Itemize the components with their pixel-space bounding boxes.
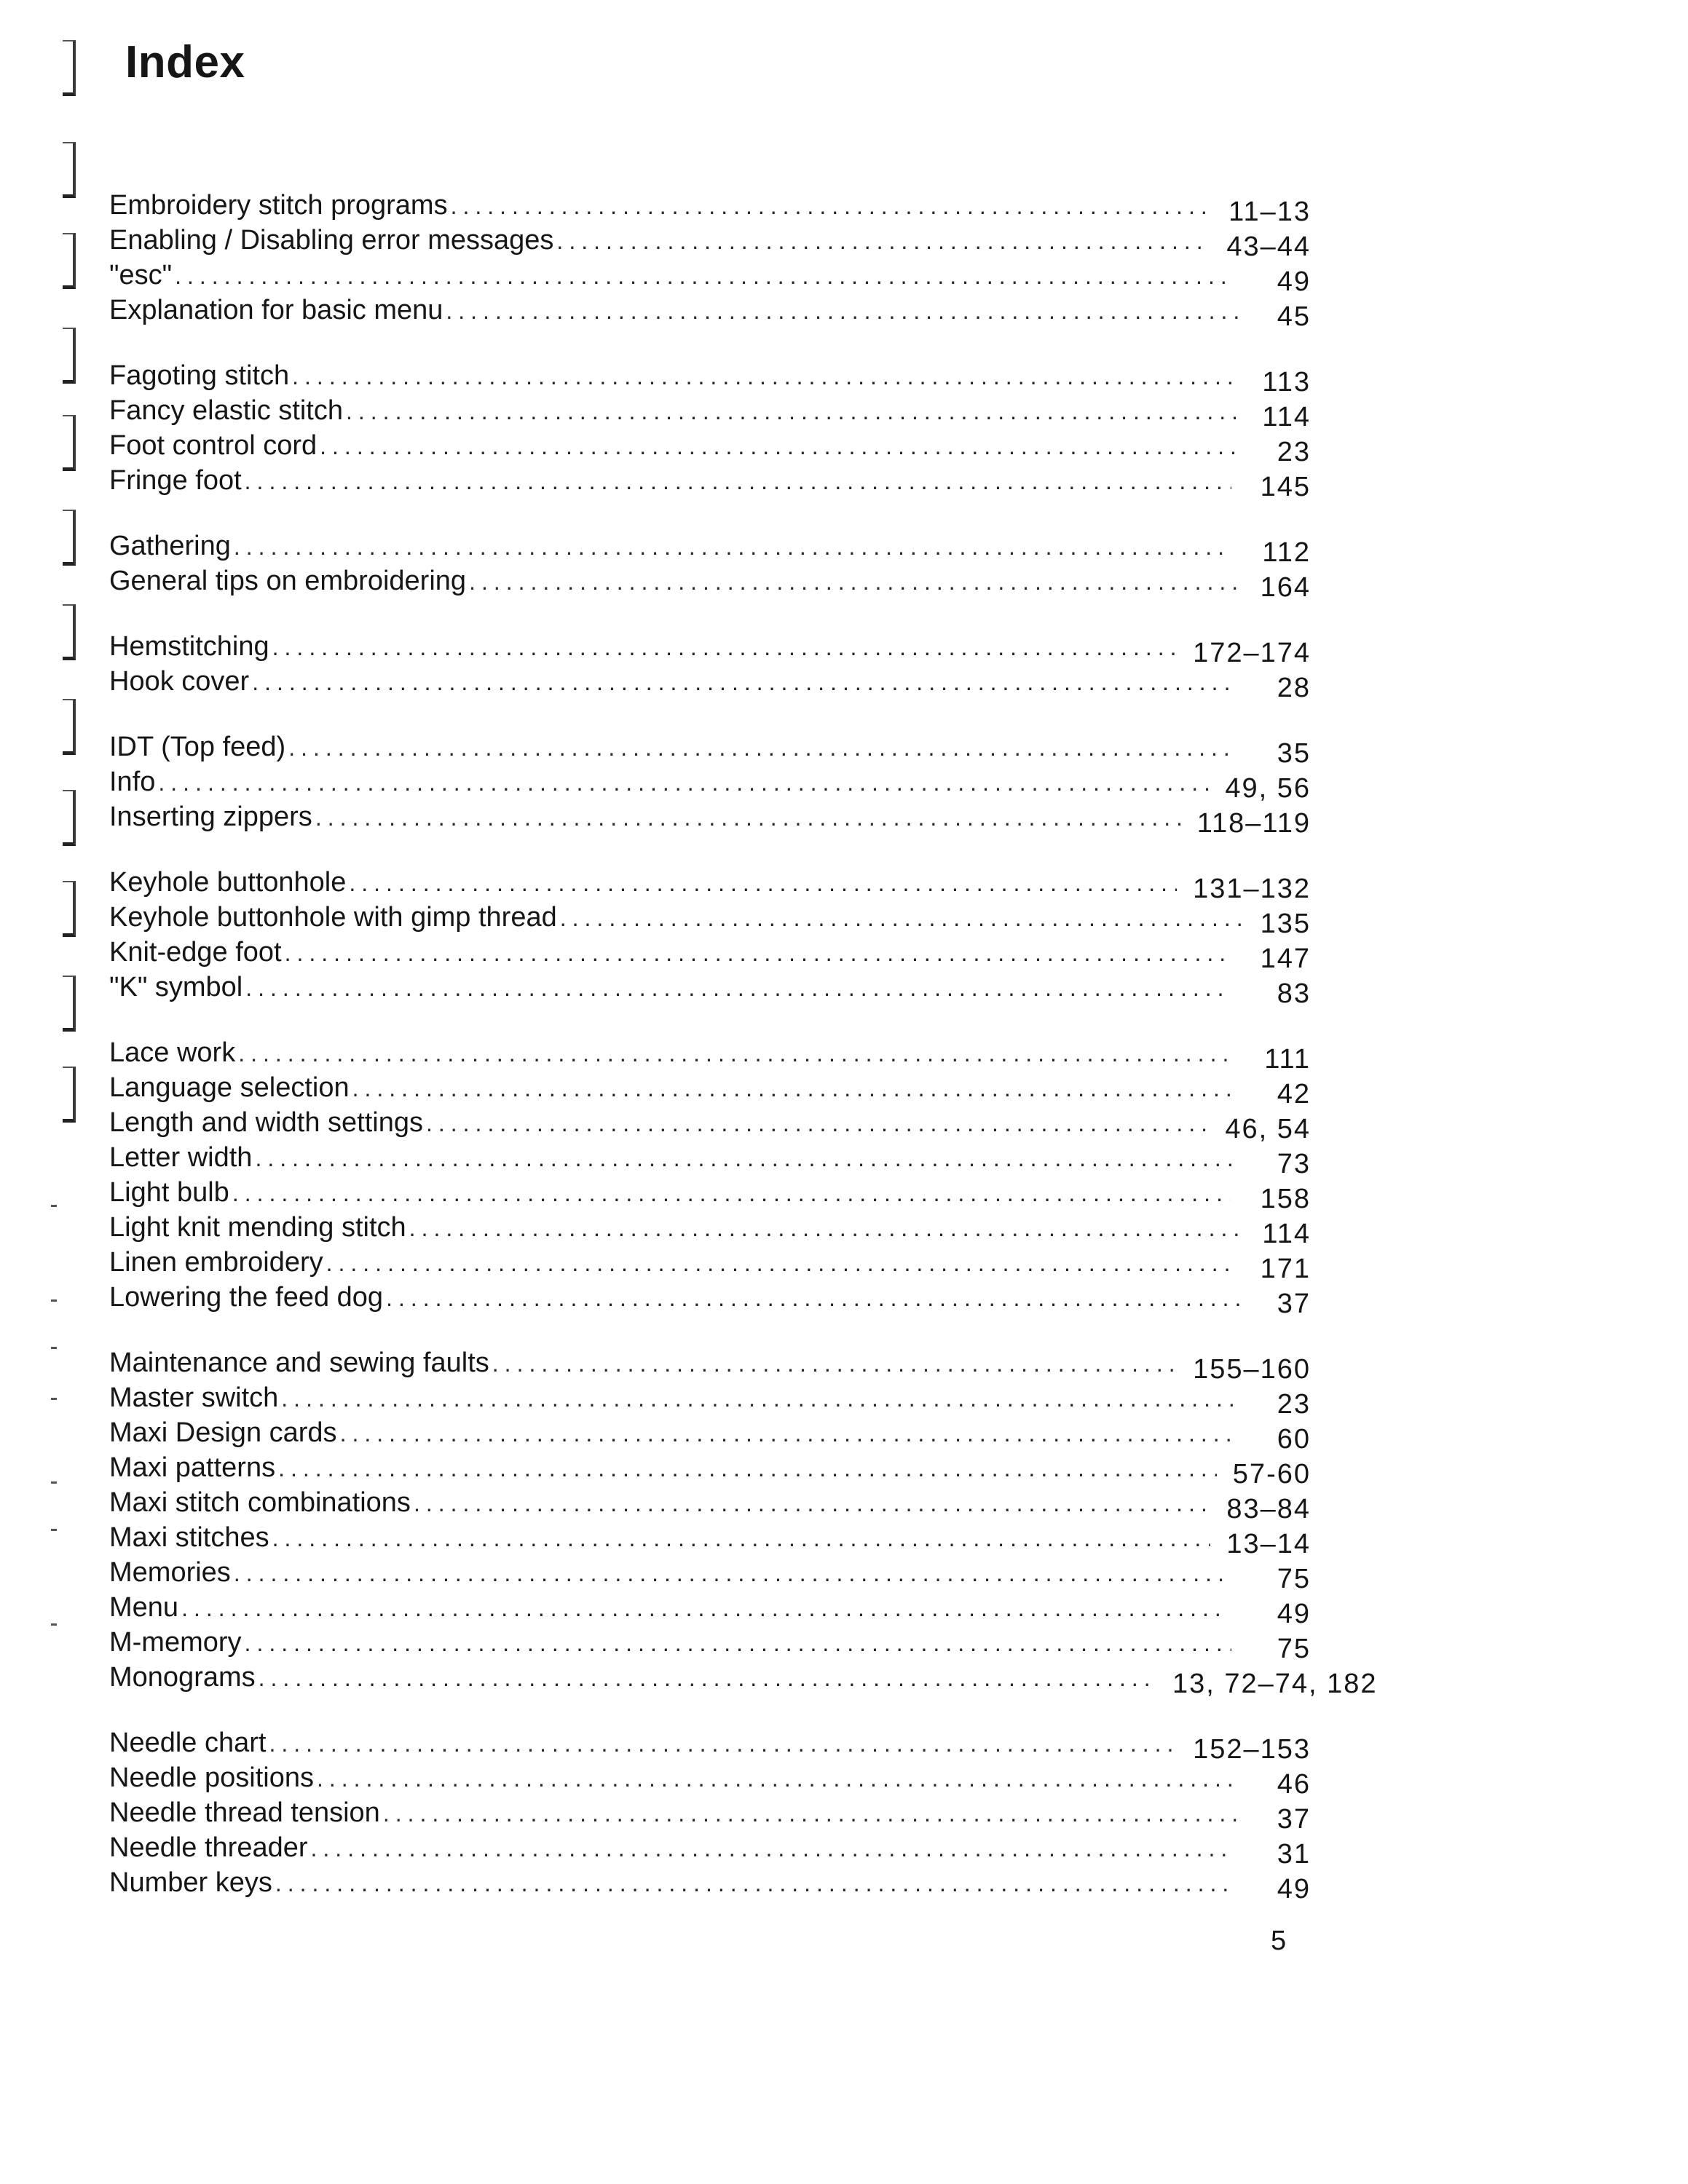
binding-mark bbox=[51, 1398, 57, 1400]
dot-leader bbox=[315, 800, 1181, 835]
index-term: Fagoting stitch bbox=[109, 360, 290, 391]
index-pages: 118–119 bbox=[1196, 808, 1311, 839]
index-pages: 73 bbox=[1277, 1149, 1311, 1179]
binding-mark bbox=[51, 1205, 57, 1207]
index-pages: 45 bbox=[1277, 301, 1311, 332]
index-entry bbox=[109, 970, 1311, 1009]
dot-leader bbox=[181, 1591, 1228, 1626]
dot-leader bbox=[556, 223, 1210, 258]
index-pages: 113 bbox=[1262, 367, 1311, 397]
index-group bbox=[109, 188, 1311, 332]
binding-mark bbox=[63, 510, 76, 566]
index-entry bbox=[109, 629, 1311, 668]
index-group bbox=[109, 1345, 1378, 1699]
index-group bbox=[109, 865, 1311, 1009]
index-term: Language selection bbox=[109, 1072, 350, 1103]
binding-mark bbox=[63, 881, 76, 937]
index-term: Length and width settings bbox=[109, 1107, 423, 1138]
index-term: Info bbox=[109, 767, 156, 797]
index-pages: 35 bbox=[1277, 738, 1311, 769]
index-pages: 13, 72–74, 182 bbox=[1172, 1669, 1378, 1699]
index-term: Embroidery stitch programs bbox=[109, 190, 448, 221]
dot-leader bbox=[349, 866, 1177, 901]
index-pages: 158 bbox=[1260, 1184, 1311, 1214]
index-entry bbox=[109, 1415, 1311, 1455]
index-pages: 46 bbox=[1277, 1769, 1311, 1800]
dot-leader bbox=[245, 1626, 1231, 1661]
index-term: Keyhole buttonhole with gimp thread bbox=[109, 902, 557, 933]
index-pages: 145 bbox=[1260, 472, 1311, 502]
binding-mark bbox=[51, 1529, 57, 1531]
index-group bbox=[109, 729, 1311, 839]
index-entry bbox=[109, 1245, 1311, 1284]
index-entry bbox=[109, 1725, 1311, 1765]
binding-mark bbox=[63, 142, 76, 198]
index-entry bbox=[109, 563, 1311, 603]
dot-leader bbox=[414, 1486, 1210, 1521]
index-term: IDT (Top feed) bbox=[109, 732, 286, 762]
index-pages: 60 bbox=[1277, 1424, 1311, 1455]
dot-leader bbox=[346, 394, 1237, 429]
index-pages: 131–132 bbox=[1193, 874, 1311, 904]
index-term: M-memory bbox=[109, 1627, 242, 1658]
index-entry bbox=[109, 1345, 1311, 1385]
index-entry bbox=[109, 258, 1311, 297]
index-term: Monograms bbox=[109, 1662, 256, 1693]
index-term: Keyhole buttonhole bbox=[109, 867, 347, 898]
dot-leader bbox=[383, 1796, 1240, 1831]
index-term: Hemstitching bbox=[109, 631, 269, 662]
index-pages: 75 bbox=[1277, 1564, 1311, 1594]
index-entry bbox=[109, 1035, 1311, 1075]
dot-leader bbox=[158, 765, 1209, 800]
index-pages: 75 bbox=[1277, 1634, 1311, 1664]
binding-mark bbox=[51, 1623, 57, 1626]
index-entry bbox=[109, 1660, 1378, 1699]
index-entry bbox=[109, 1830, 1311, 1870]
index-pages: 11–13 bbox=[1228, 197, 1311, 227]
index-entry bbox=[109, 729, 1311, 769]
index-term: Inserting zippers bbox=[109, 802, 312, 832]
dot-leader bbox=[285, 935, 1234, 970]
index-term: Maxi Design cards bbox=[109, 1417, 337, 1448]
index-entry bbox=[109, 1555, 1311, 1594]
index-entry bbox=[109, 463, 1311, 502]
index-pages: 49 bbox=[1277, 1874, 1311, 1904]
index-entry bbox=[109, 358, 1311, 397]
index-entry bbox=[109, 529, 1311, 568]
index-pages: 28 bbox=[1277, 673, 1311, 703]
index-term: Needle threader bbox=[109, 1832, 308, 1863]
index-term: Number keys bbox=[109, 1867, 272, 1898]
binding-mark bbox=[63, 233, 76, 289]
page-title: Index bbox=[125, 37, 245, 87]
index-pages: 43–44 bbox=[1226, 232, 1311, 262]
index-term: Lace work bbox=[109, 1037, 236, 1068]
index-term: Fancy elastic stitch bbox=[109, 395, 343, 426]
index-term: Linen embroidery bbox=[109, 1247, 323, 1278]
index-pages: 49, 56 bbox=[1225, 773, 1311, 804]
index-entry bbox=[109, 1590, 1311, 1629]
index-entry bbox=[109, 223, 1311, 262]
dot-leader bbox=[409, 1211, 1242, 1246]
dot-leader bbox=[278, 1451, 1217, 1486]
dot-leader bbox=[272, 1521, 1211, 1556]
index-group bbox=[109, 358, 1311, 502]
dot-leader bbox=[386, 1281, 1240, 1315]
index-pages: 42 bbox=[1277, 1079, 1311, 1109]
dot-leader bbox=[238, 1036, 1231, 1071]
index-term: Light knit mending stitch bbox=[109, 1212, 406, 1243]
index-pages: 111 bbox=[1264, 1044, 1311, 1075]
index-pages: 57-60 bbox=[1232, 1459, 1311, 1489]
index-term: Foot control cord bbox=[109, 430, 318, 461]
index-term: Letter width bbox=[109, 1142, 253, 1173]
index-pages: 83 bbox=[1277, 978, 1311, 1009]
dot-leader bbox=[352, 1071, 1238, 1106]
binding-mark bbox=[63, 1067, 76, 1123]
index-pages: 83–84 bbox=[1226, 1494, 1311, 1524]
index-pages: 155–160 bbox=[1193, 1354, 1311, 1385]
index-term: Needle chart bbox=[109, 1728, 267, 1758]
index-pages: 114 bbox=[1262, 1219, 1311, 1249]
index-pages: 49 bbox=[1277, 1599, 1311, 1629]
index-pages: 49 bbox=[1277, 266, 1311, 297]
dot-leader bbox=[275, 1866, 1234, 1901]
dot-leader bbox=[269, 1726, 1177, 1761]
binding-mark bbox=[63, 699, 76, 755]
dot-leader bbox=[259, 1661, 1156, 1696]
binding-mark bbox=[63, 790, 76, 846]
index-pages: 13–14 bbox=[1226, 1529, 1311, 1559]
index-entry bbox=[109, 1105, 1311, 1144]
page-number: 5 bbox=[1271, 1926, 1287, 1956]
index-entry bbox=[109, 188, 1311, 227]
index-entry bbox=[109, 1280, 1311, 1319]
index-entry bbox=[109, 1795, 1311, 1835]
dot-leader bbox=[492, 1346, 1177, 1381]
index-entry bbox=[109, 1485, 1311, 1524]
index-pages: 37 bbox=[1277, 1289, 1311, 1319]
index-entry bbox=[109, 428, 1311, 467]
binding-mark bbox=[63, 328, 76, 384]
index-term: "esc" bbox=[109, 260, 173, 290]
index-term: Maxi patterns bbox=[109, 1452, 276, 1483]
index-group bbox=[109, 629, 1311, 703]
index-pages: 164 bbox=[1260, 572, 1311, 603]
index-term: Gathering bbox=[109, 531, 231, 561]
dot-leader bbox=[175, 258, 1227, 293]
dot-leader bbox=[292, 359, 1234, 394]
index-pages: 152–153 bbox=[1193, 1734, 1311, 1765]
index-entry bbox=[109, 1450, 1311, 1489]
index-group bbox=[109, 529, 1311, 603]
index-entry bbox=[109, 1210, 1311, 1249]
index-pages: 114 bbox=[1262, 402, 1311, 432]
index-term: Menu bbox=[109, 1592, 179, 1623]
index-term: "K" symbol bbox=[109, 972, 243, 1002]
dot-leader bbox=[234, 1556, 1231, 1591]
index-term: Needle positions bbox=[109, 1762, 314, 1793]
index-entry bbox=[109, 1175, 1311, 1214]
binding-mark bbox=[63, 976, 76, 1032]
dot-leader bbox=[340, 1416, 1237, 1451]
index-pages: 46, 54 bbox=[1225, 1114, 1311, 1144]
index-term: Maintenance and sewing faults bbox=[109, 1348, 489, 1378]
binding-mark bbox=[51, 1481, 57, 1484]
index-term: Fringe foot bbox=[109, 465, 242, 496]
index-pages: 171 bbox=[1260, 1254, 1311, 1284]
dot-leader bbox=[326, 1246, 1237, 1281]
index-entry bbox=[109, 935, 1311, 974]
dot-leader bbox=[272, 630, 1177, 665]
index-term: Maxi stitch combinations bbox=[109, 1487, 411, 1518]
index-entry bbox=[109, 1140, 1311, 1179]
index-term: Lowering the feed dog bbox=[109, 1282, 384, 1313]
dot-leader bbox=[252, 665, 1231, 700]
dot-leader bbox=[281, 1381, 1234, 1416]
dot-leader bbox=[234, 529, 1231, 564]
index-term: Master switch bbox=[109, 1382, 279, 1413]
index-term: Enabling / Disabling error messages bbox=[109, 225, 554, 256]
index-pages: 112 bbox=[1262, 537, 1311, 568]
index-term: Explanation for basic menu bbox=[109, 295, 443, 325]
dot-leader bbox=[255, 1141, 1231, 1176]
index-entry bbox=[109, 1625, 1311, 1664]
index-pages: 31 bbox=[1277, 1839, 1311, 1870]
index-entry bbox=[109, 900, 1311, 939]
dot-leader bbox=[469, 564, 1245, 599]
dot-leader bbox=[320, 429, 1236, 464]
binding-mark bbox=[51, 1299, 57, 1302]
index-entry bbox=[109, 1865, 1311, 1904]
index-entry bbox=[109, 1380, 1311, 1420]
index-term: Memories bbox=[109, 1557, 231, 1588]
index-pages: 37 bbox=[1277, 1804, 1311, 1835]
dot-leader bbox=[245, 970, 1231, 1005]
dot-leader bbox=[560, 901, 1245, 935]
index-term: Maxi stitches bbox=[109, 1522, 269, 1553]
index-entry bbox=[109, 865, 1311, 904]
index-entry bbox=[109, 799, 1311, 839]
index-group bbox=[109, 1725, 1311, 1904]
dot-leader bbox=[446, 293, 1243, 328]
binding-mark bbox=[63, 415, 76, 471]
index-term: Needle thread tension bbox=[109, 1797, 380, 1828]
dot-leader bbox=[245, 464, 1231, 499]
index-list bbox=[109, 188, 1378, 1931]
binding-mark bbox=[51, 1347, 57, 1349]
index-term: Knit-edge foot bbox=[109, 937, 282, 968]
index-entry bbox=[109, 1760, 1311, 1800]
index-entry bbox=[109, 293, 1311, 332]
index-pages: 147 bbox=[1260, 943, 1311, 974]
index-pages: 23 bbox=[1277, 1389, 1311, 1420]
index-entry bbox=[109, 393, 1311, 432]
dot-leader bbox=[426, 1106, 1209, 1141]
index-term: Light bulb bbox=[109, 1177, 229, 1208]
index-entry bbox=[109, 664, 1311, 703]
binding-mark bbox=[63, 604, 76, 660]
index-pages: 172–174 bbox=[1193, 638, 1311, 668]
index-pages: 135 bbox=[1260, 909, 1311, 939]
index-term: General tips on embroidering bbox=[109, 566, 467, 596]
binding-mark bbox=[63, 40, 76, 96]
dot-leader bbox=[451, 189, 1213, 223]
dot-leader bbox=[288, 730, 1234, 765]
dot-leader bbox=[317, 1761, 1236, 1796]
index-term: Hook cover bbox=[109, 666, 250, 697]
index-entry bbox=[109, 1520, 1311, 1559]
index-pages: 23 bbox=[1277, 437, 1311, 467]
index-entry bbox=[109, 764, 1311, 804]
index-group bbox=[109, 1035, 1311, 1319]
index-entry bbox=[109, 1070, 1311, 1109]
dot-leader bbox=[232, 1176, 1231, 1211]
dot-leader bbox=[311, 1831, 1236, 1866]
